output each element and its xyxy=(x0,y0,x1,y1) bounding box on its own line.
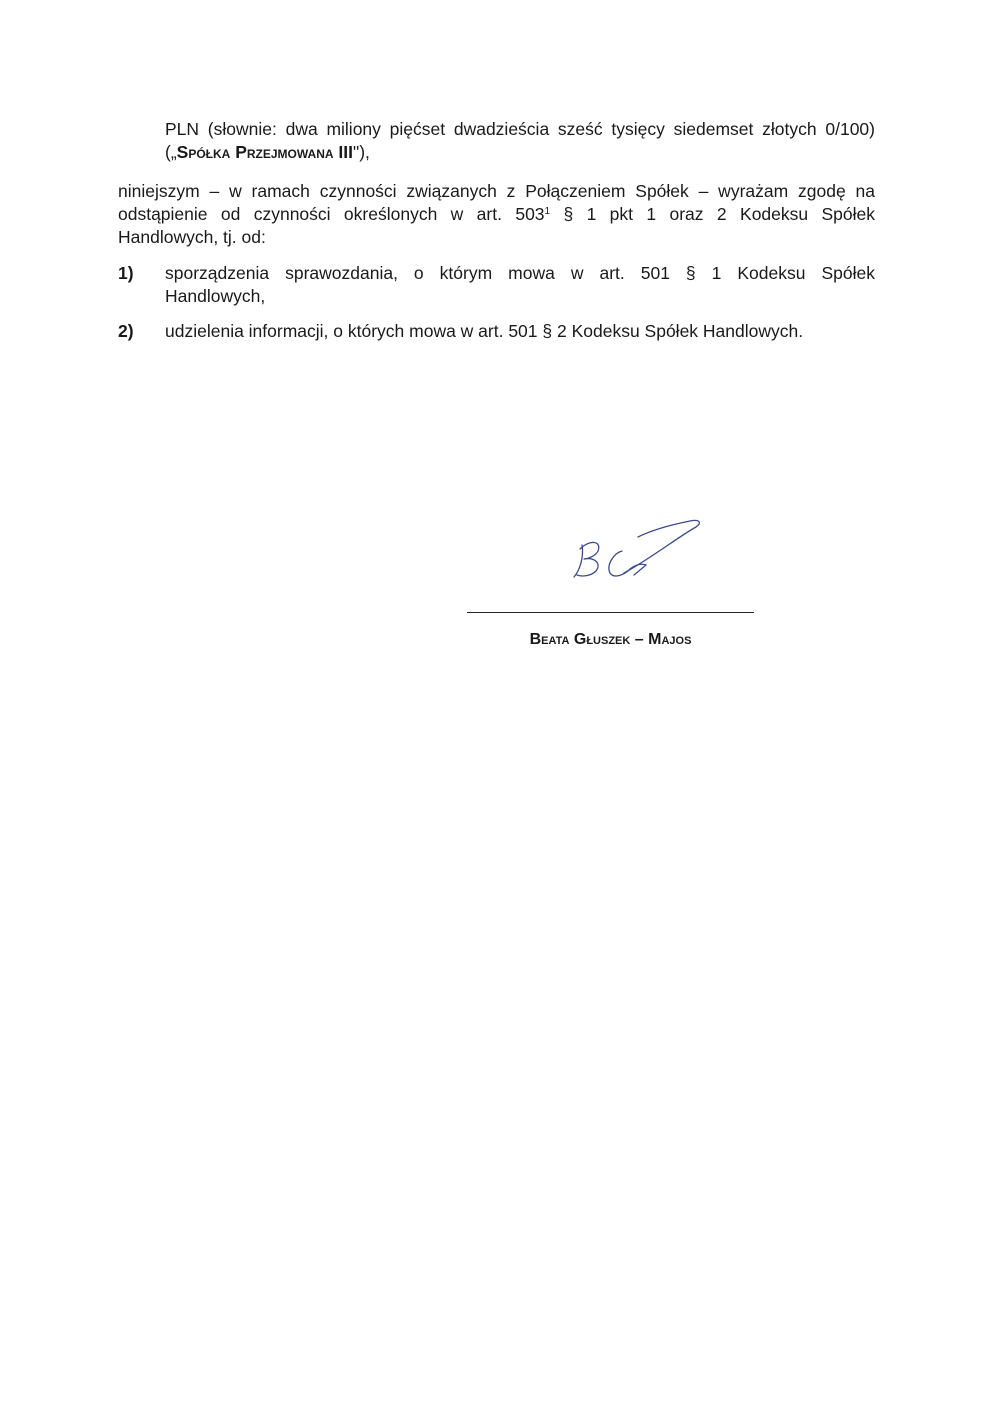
consent-line-1: niniejszym – w ramach czynności związanych z Połączeniem Spółek – wyrażam zgodę na xyxy=(118,181,875,201)
list-number: 1) xyxy=(118,263,134,283)
article-superscript: 1 xyxy=(544,206,551,217)
signer-name: Beata Głuszek – Majos xyxy=(529,631,692,648)
list-item-line: udzielenia informacji, o których mowa w art. 501 § 2 Kodeksu Spółek Handlowych. xyxy=(165,321,804,341)
consent-line-2-pre: odstąpienie od czynności określonych w art. 503 xyxy=(118,204,545,224)
handwritten-signature xyxy=(560,515,710,587)
consent-intro-paragraph xyxy=(118,180,875,249)
quote-close: "), xyxy=(352,142,370,162)
quote-open: („ xyxy=(165,142,177,162)
company-designation-line xyxy=(165,141,875,164)
list-item-line: Handlowych, xyxy=(165,286,266,306)
consent-line-3: Handlowych, tj. od: xyxy=(118,227,266,247)
list-text xyxy=(165,262,875,308)
list-item-line: sporządzenia sprawozdania, o którym mowa w art. 501 § 1 Kodeksu Spółek xyxy=(165,263,875,283)
consent-line-2 xyxy=(118,203,875,226)
list-text xyxy=(165,320,875,343)
signature-line xyxy=(467,612,754,613)
merging-company-amount-block xyxy=(165,118,875,164)
company-defined-name: Spółka Przejmowana III xyxy=(176,142,353,162)
consent-line-2-post: § 1 pkt 1 oraz 2 Kodeksu Spółek xyxy=(550,204,875,224)
list-number: 2) xyxy=(118,321,134,341)
amount-in-words-line: PLN (słownie: dwa miliony pięćset dwadzieścia sześć tysięcy siedemset złotych 0/100) xyxy=(165,119,875,139)
